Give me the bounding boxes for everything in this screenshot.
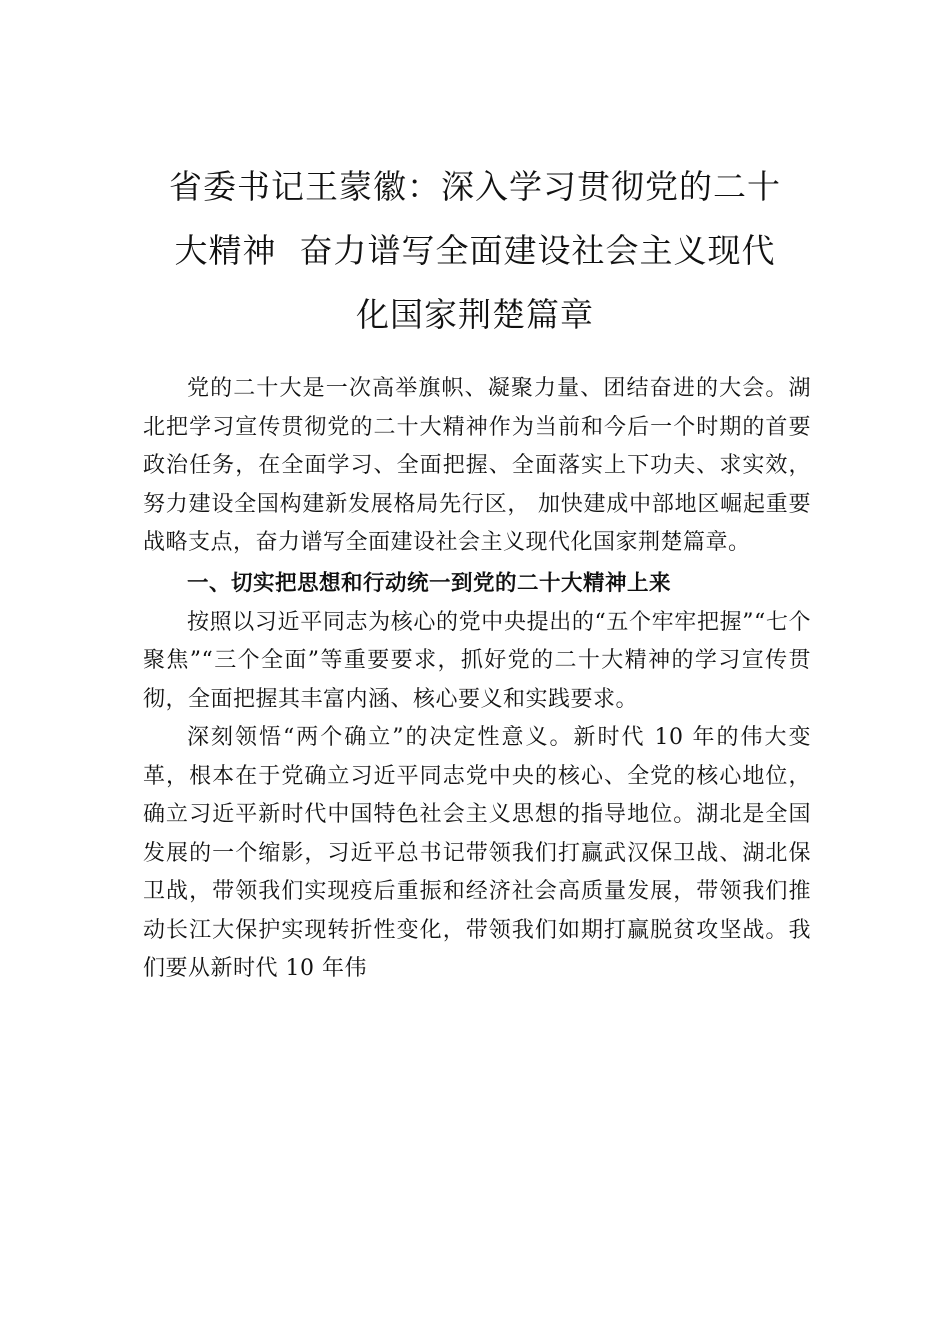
intro-paragraph: 党的二十大是一次高举旗帜、凝聚力量、团结奋进的大会。湖北把学习宣传贯彻党的二十大精神作为当前和今后一个时期的首要政治任务，在全面学习、全面把握、全面落实上下功夫、求实效，努力建设全国构建新发展格局先行区， 加快建成中部地区崛起重要战略支点，奋力谱写全面建设社会主义现代化国家荆楚篇章。 <box>143 376 811 555</box>
section1-paragraph-1: 按照以习近平同志为核心的党中央提出的“五个牢牢把握”“七个聚焦”“三个全面”等重要要求，抓好党的二十大精神的学习宣传贯彻，全面把握其丰富内涵、核心要义和实践要求。 <box>143 609 811 712</box>
title-line-2: 大精神 奋力谱写全面建设社会主义现代 <box>174 231 776 270</box>
document-title <box>140 155 810 347</box>
title-line-1: 省委书记王蒙徽：深入学习贯彻党的二十 <box>169 167 781 206</box>
section1-paragraph-2: 深刻领悟“两个确立”的决定性意义。新时代 10 年的伟大变革，根本在于党确立习近平同志党中央的核心、全党的核心地位，确立习近平新时代中国特色社会主义思想的指导地位。湖北是全国发展的一个缩影，习近平总书记带领我们打赢武汉保卫战、湖北保卫战，带领我们实现疫后重振和经济社会高质量发展，带领我们推动长江大保护实现转折性变化，带领我们如期打赢脱贫攻坚战。我们要从新时代 10 年伟 <box>143 725 811 981</box>
title-line-3: 化国家荆楚篇章 <box>356 295 594 334</box>
section-heading-1: 一、切实把思想和行动统一到党的二十大精神上来 <box>187 570 672 596</box>
document-body <box>143 370 811 989</box>
